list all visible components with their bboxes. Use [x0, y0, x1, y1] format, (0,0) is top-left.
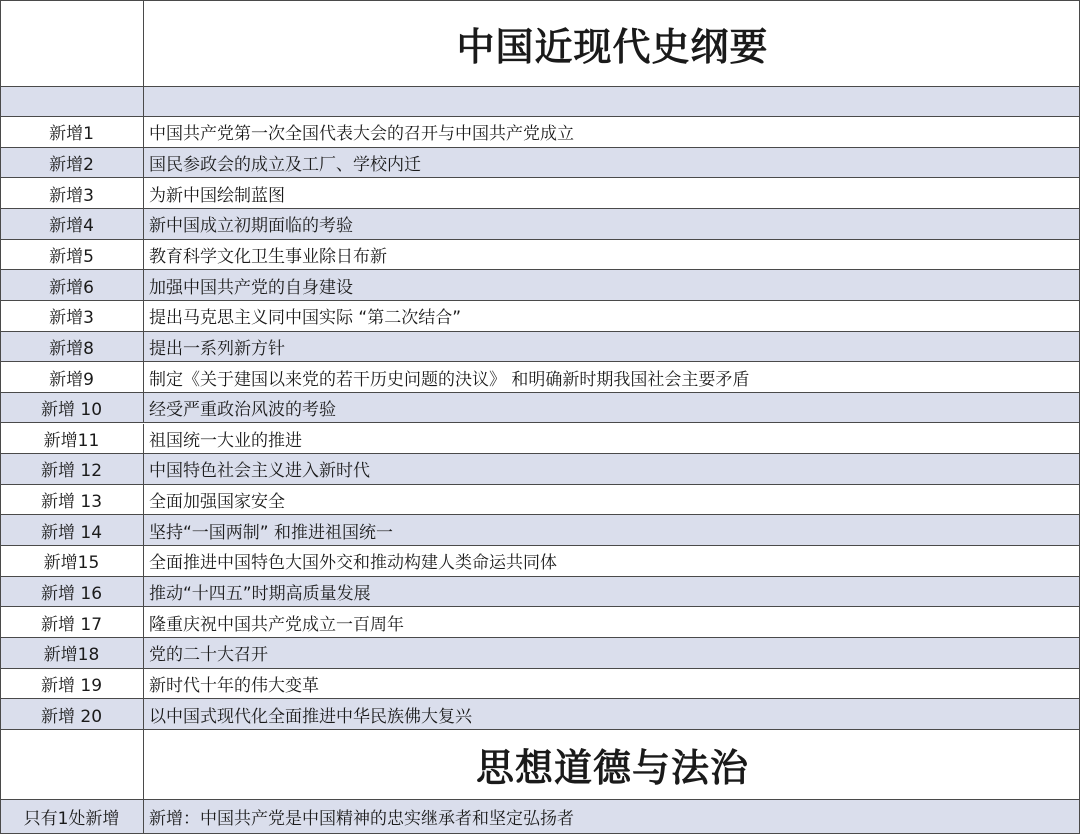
section2-row — [0, 800, 1080, 834]
row-label: 新增 12 — [0, 454, 144, 484]
row-text: 提出马克思主义同中国实际 “第二次结合” — [149, 308, 462, 329]
table-row — [0, 424, 1080, 455]
row-text: 推动“十四五”时期高质量发展 — [149, 584, 371, 605]
row-text: 新时代十年的伟大变革 — [149, 676, 319, 696]
row-text: 全面推进中国特色大国外交和推动构建人类命运共同体 — [149, 553, 557, 574]
table-row — [0, 332, 1080, 363]
table-row — [0, 393, 1080, 424]
section2-left-cell — [0, 730, 144, 799]
row-text: 隆重庆祝中国共产党成立一百周年 — [149, 614, 404, 635]
row-label: 新增 13 — [0, 485, 144, 515]
table-row — [0, 607, 1080, 638]
row-text: 加强中国共产党的自身建设 — [149, 277, 353, 298]
row-label: 新增15 — [0, 546, 144, 576]
table-row — [0, 638, 1080, 669]
table-row — [0, 117, 1080, 148]
row-label: 新增1 — [0, 117, 144, 147]
row-text: 经受严重政治风波的考验 — [149, 400, 336, 421]
row-label: 新增 19 — [0, 669, 144, 699]
row-label: 新增4 — [0, 209, 144, 239]
row-text: 制定《关于建国以来党的若干历史问题的決议》 和明确新时期我国社会主要矛盾 — [149, 369, 750, 390]
table-row — [0, 699, 1080, 730]
row-label: 新增6 — [0, 270, 144, 300]
row-text: 新中国成立初期面临的考验 — [149, 216, 353, 237]
row-text: 全面加强国家安全 — [149, 492, 285, 513]
row-label: 新增 17 — [0, 607, 144, 637]
row-text: 中国共产党第一次全国代表大会的召开与中国共产党成立 — [149, 124, 574, 145]
table-row — [0, 240, 1080, 271]
table-row — [0, 485, 1080, 516]
row-label: 新增 20 — [0, 699, 144, 729]
row-text: 提出一系列新方针 — [149, 338, 285, 359]
row-label: 新增3 — [0, 301, 144, 331]
table-row — [0, 178, 1080, 209]
section2-title: 思想道德与法治 — [475, 746, 749, 790]
row-label: 新增 10 — [0, 393, 144, 423]
section1-title: 中国近现代史纲要 — [456, 25, 769, 69]
table-row — [0, 577, 1080, 608]
row-text: 教育科学文化卫生事业除日布新 — [149, 246, 387, 267]
row-label: 新增5 — [0, 240, 144, 270]
section2-row-label: 只有1处新增 — [0, 800, 144, 833]
table-row — [0, 454, 1080, 485]
row-text: 中国特色社会主义进入新时代 — [149, 461, 370, 482]
title-left-cell — [0, 1, 144, 86]
table-row — [0, 515, 1080, 546]
section1-title-row — [0, 0, 1080, 87]
row-label: 新增 16 — [0, 577, 144, 607]
spacer-row — [0, 87, 1080, 117]
row-text: 坚持“一国两制” 和推进祖国统一 — [149, 522, 394, 543]
row-text: 祖国统一大业的推进 — [149, 430, 302, 451]
row-label: 新增 14 — [0, 515, 144, 545]
table-row — [0, 669, 1080, 700]
spacer-right-cell — [145, 87, 1080, 116]
table-row — [0, 270, 1080, 301]
row-label: 新增9 — [0, 362, 144, 392]
table-row — [0, 148, 1080, 179]
row-text: 以中国式现代化全面推进中华民族佛大复兴 — [149, 706, 472, 727]
row-text: 国民参政会的成立及工厂、学校内迁 — [149, 154, 421, 175]
row-label: 新增18 — [0, 638, 144, 668]
table-row — [0, 546, 1080, 577]
row-text: 为新中国绘制蓝图 — [149, 185, 285, 206]
row-label: 新增11 — [0, 424, 144, 454]
table-row — [0, 209, 1080, 240]
section2-title-row — [0, 730, 1080, 800]
spacer-left-cell — [0, 87, 144, 116]
row-label: 新增3 — [0, 178, 144, 208]
section2-row-text: 新增：中国共产党是中国精神的忠实继承者和坚定弘扬者 — [149, 809, 574, 829]
row-label: 新增2 — [0, 148, 144, 178]
table-border-left — [0, 0, 1, 834]
row-label: 新增8 — [0, 332, 144, 362]
row-text: 党的二十大召开 — [149, 645, 268, 666]
table-row — [0, 362, 1080, 393]
table-row — [0, 301, 1080, 332]
